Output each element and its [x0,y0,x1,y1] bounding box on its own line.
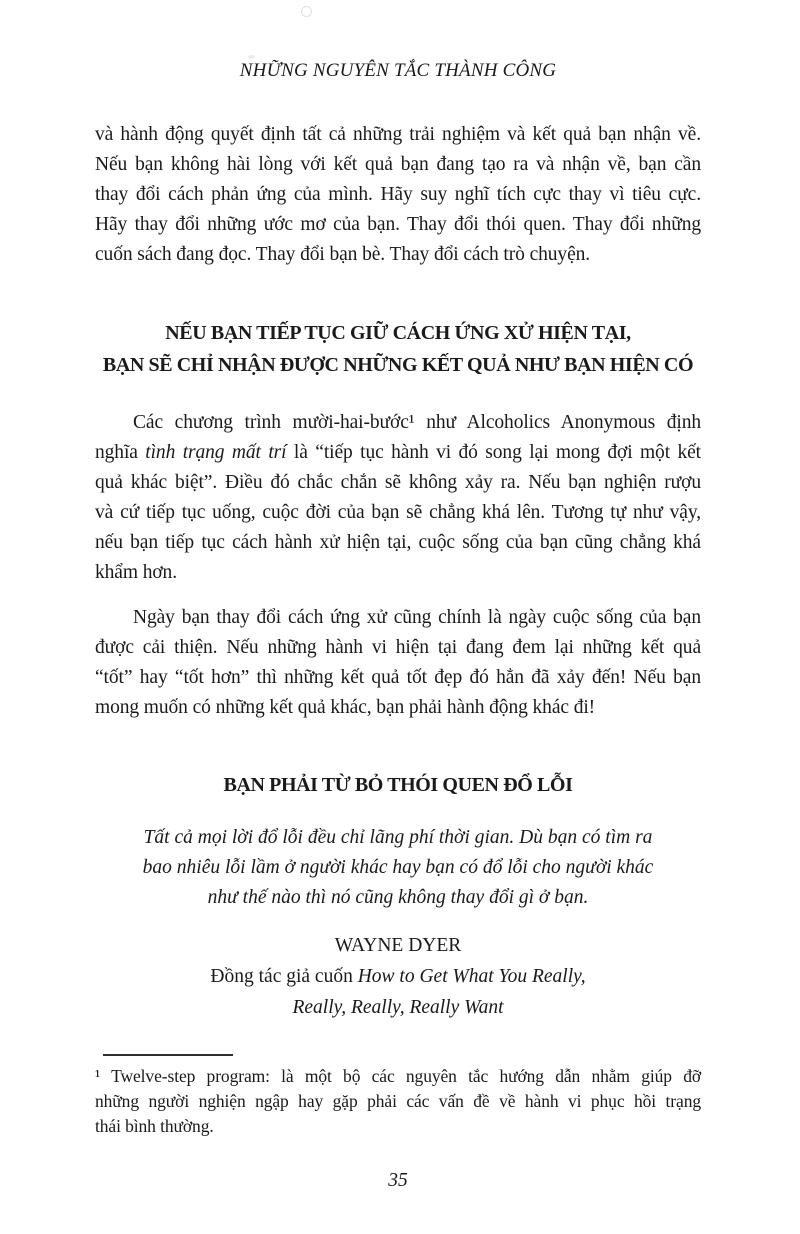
section-heading-2 [95,769,701,801]
paragraph-line: Các chương trình mười-hai-bước¹ như Alcoholics Anonymous định [133,412,701,433]
heading-line: BẠN PHẢI TỪ BỎ THÓI QUEN ĐỔ LỖI [223,774,573,796]
paragraph-line: và cứ tiếp tục uống, cuộc đời của bạn sẽ chẳng khá lên. Tương tự như vậy, [95,502,701,523]
emphasized-text: tình trạng mất trí [145,442,287,463]
quote-line: như thế nào thì nó cũng không thay đổi gì ở bạn. [207,887,589,908]
paragraph-line [95,438,701,468]
paragraph-line: và hành động quyết định tất cả những trải nghiệm và kết quả bạn nhận về. [95,124,701,145]
paragraph-line: nếu bạn tiếp tục cách hành xử hiện tại, cuộc sống của bạn cũng chẳng khá [95,532,701,553]
paragraph-3 [95,603,701,723]
paragraph-line: được cải thiện. Nếu những hành vi hiện tại đang đem lại những kết quả [95,637,701,658]
author-name: WAYNE DYER [334,935,462,956]
paragraph-line: Nếu bạn không hài lòng với kết quả bạn đang tạo ra và nhận về, bạn cần [95,154,701,175]
paragraph-line: khẩm hơn. [95,562,177,583]
author-role [95,961,701,992]
footnote-line: những người nghiện ngập hay gặp phải các vấn đề về hành vi phục hồi trạng [95,1091,701,1111]
paragraph-1 [95,120,701,270]
section-heading-1 [95,317,701,381]
paragraph-line: cuốn sách đang đọc. Thay đổi bạn bè. Thay đổi cách trò chuyện. [95,244,591,265]
quote-line: Tất cả mọi lời đổ lỗi đều chỉ lãng phí thời gian. Dù bạn có tìm ra [143,827,653,848]
footnote-line: ¹ Twelve-step program: là một bộ các nguyên tắc hướng dẫn nhằm giúp đỡ [95,1066,701,1086]
text-run: nghĩa [95,442,146,463]
heading-line: NẾU BẠN TIẾP TỤC GIỮ CÁCH ỨNG XỬ HIỆN TẠI, [165,322,631,344]
quote-line: bao nhiêu lỗi lầm ở người khác hay bạn có đổ lỗi cho người khác [142,857,654,878]
book-title: How to Get What You Really, [357,966,586,987]
page-number: 35 [388,1170,408,1191]
footnote-divider [103,1054,233,1056]
paragraph-2 [95,408,701,588]
heading-line: BẠN SẼ CHỈ NHẬN ĐƯỢC NHỮNG KẾT QUẢ NHƯ BẠN HIỆN CÓ [102,354,694,376]
paragraph-line: “tốt” hay “tốt hơn” thì những kết quả tốt đẹp đó hẳn đã xảy đến! Nếu bạn [95,667,701,688]
paragraph-line: mong muốn có những kết quả khác, bạn phải hành động khác đi! [95,697,596,718]
scan-speck [301,6,312,17]
footnote-line: thái bình thường. [95,1116,214,1136]
paragraph-line: Hãy thay đổi những ước mơ của bạn. Thay đổi thói quen. Thay đổi những [95,214,701,235]
footnote [95,1064,701,1139]
quote-block [95,823,701,913]
text-run: là “tiếp tục hành vi đó song lại mong đợi một kết [286,442,702,463]
paragraph-line: thay đổi cách phản ứng của mình. Hãy suy nghĩ tích cực thay vì tiêu cực. [95,184,701,205]
paragraph-line: Ngày bạn thay đổi cách ứng xử cũng chính là ngày cuộc sống của bạn [133,607,701,628]
book-title: Really, Really, Really Want [292,997,504,1018]
paragraph-line: quả khác biệt”. Điều đó chắc chắn sẽ không xảy ra. Nếu bạn nghiện rượu [95,472,701,493]
quote-attribution [95,930,701,1023]
running-header: NHỮNG NGUYÊN TẮC THÀNH CÔNG [239,60,557,81]
text-run: Đồng tác giả cuốn [210,966,358,987]
